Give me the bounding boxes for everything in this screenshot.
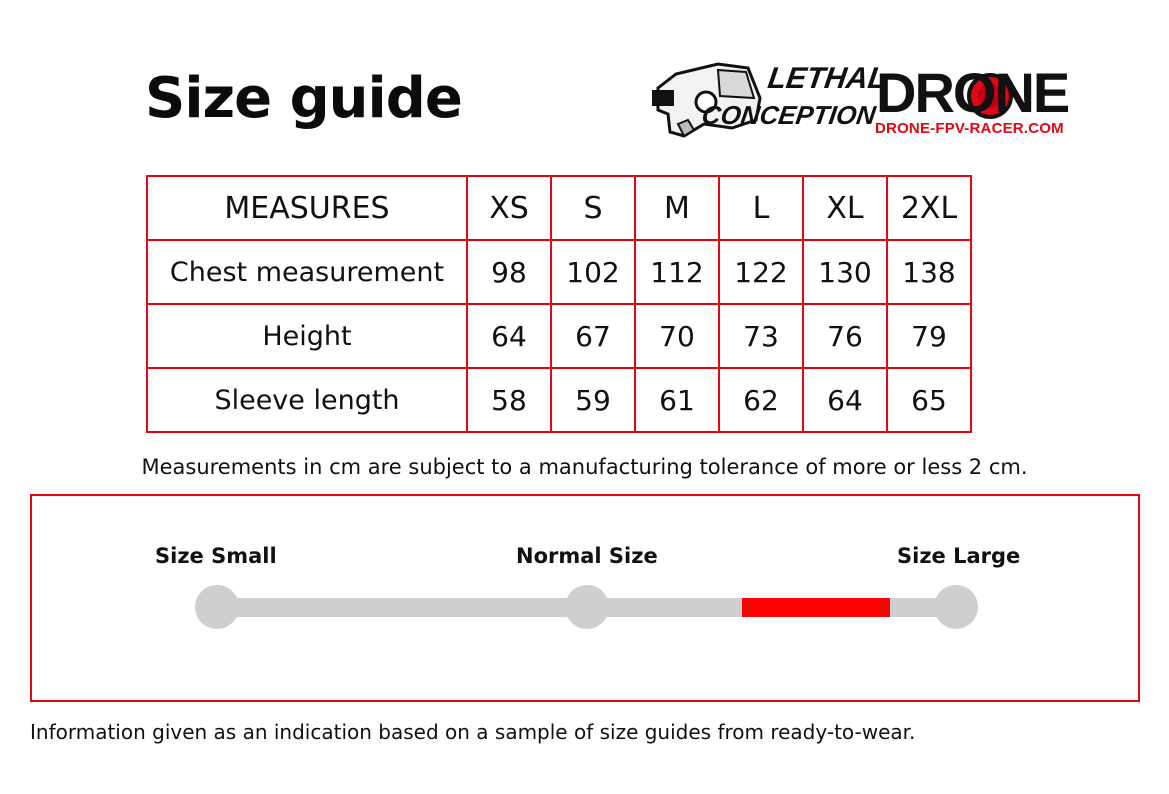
table-cell: 59 <box>551 368 635 432</box>
row-label-chest: Chest measurement <box>147 240 467 304</box>
row-label-height: Height <box>147 304 467 368</box>
tolerance-note: Measurements in cm are subject to a manufacturing tolerance of more or less 2 cm. <box>141 455 1028 479</box>
fit-label-large: Size Large <box>897 544 1021 568</box>
table-cell: 70 <box>635 304 719 368</box>
table-cell: 67 <box>551 304 635 368</box>
table-row <box>147 304 971 368</box>
header-size-xl: XL <box>803 176 887 240</box>
fit-label-small: Size Small <box>155 544 277 568</box>
table-cell: 61 <box>635 368 719 432</box>
header-size-2xl: 2XL <box>887 176 971 240</box>
fit-label-normal: Normal Size <box>516 544 658 568</box>
fit-scale-highlight <box>742 598 890 617</box>
table-cell: 73 <box>719 304 803 368</box>
fit-knob-large <box>934 585 978 629</box>
logo-url-text: DRONE-FPV-RACER.COM <box>875 120 1064 137</box>
table-cell: 138 <box>887 240 971 304</box>
table-cell: 98 <box>467 240 551 304</box>
table-row <box>147 240 971 304</box>
fit-knob-small <box>195 585 239 629</box>
table-row <box>147 368 971 432</box>
footer-disclaimer: Information given as an indication based on a sample of size guides from ready-to-wear. <box>30 720 916 744</box>
table-cell: 122 <box>719 240 803 304</box>
size-table <box>146 175 972 433</box>
table-cell: 62 <box>719 368 803 432</box>
header-size-m: M <box>635 176 719 240</box>
table-cell: 130 <box>803 240 887 304</box>
logo-brand-text: DRONE <box>876 61 1069 124</box>
table-cell: 102 <box>551 240 635 304</box>
header-measures: MEASURES <box>147 176 467 240</box>
table-cell: 79 <box>887 304 971 368</box>
header-size-xs: XS <box>467 176 551 240</box>
table-header-row <box>147 176 971 240</box>
row-label-sleeve: Sleeve length <box>147 368 467 432</box>
header-size-s: S <box>551 176 635 240</box>
fit-knob-normal <box>565 585 609 629</box>
table-cell: 64 <box>803 368 887 432</box>
table-cell: 58 <box>467 368 551 432</box>
logo-conception-text: CONCEPTION <box>699 100 878 130</box>
table-cell: 65 <box>887 368 971 432</box>
table-cell: 64 <box>467 304 551 368</box>
header-size-l: L <box>719 176 803 240</box>
table-cell: 76 <box>803 304 887 368</box>
page-title: Size guide <box>145 66 462 131</box>
logo-lethal-text: LETHAL <box>765 62 889 95</box>
table-cell: 112 <box>635 240 719 304</box>
